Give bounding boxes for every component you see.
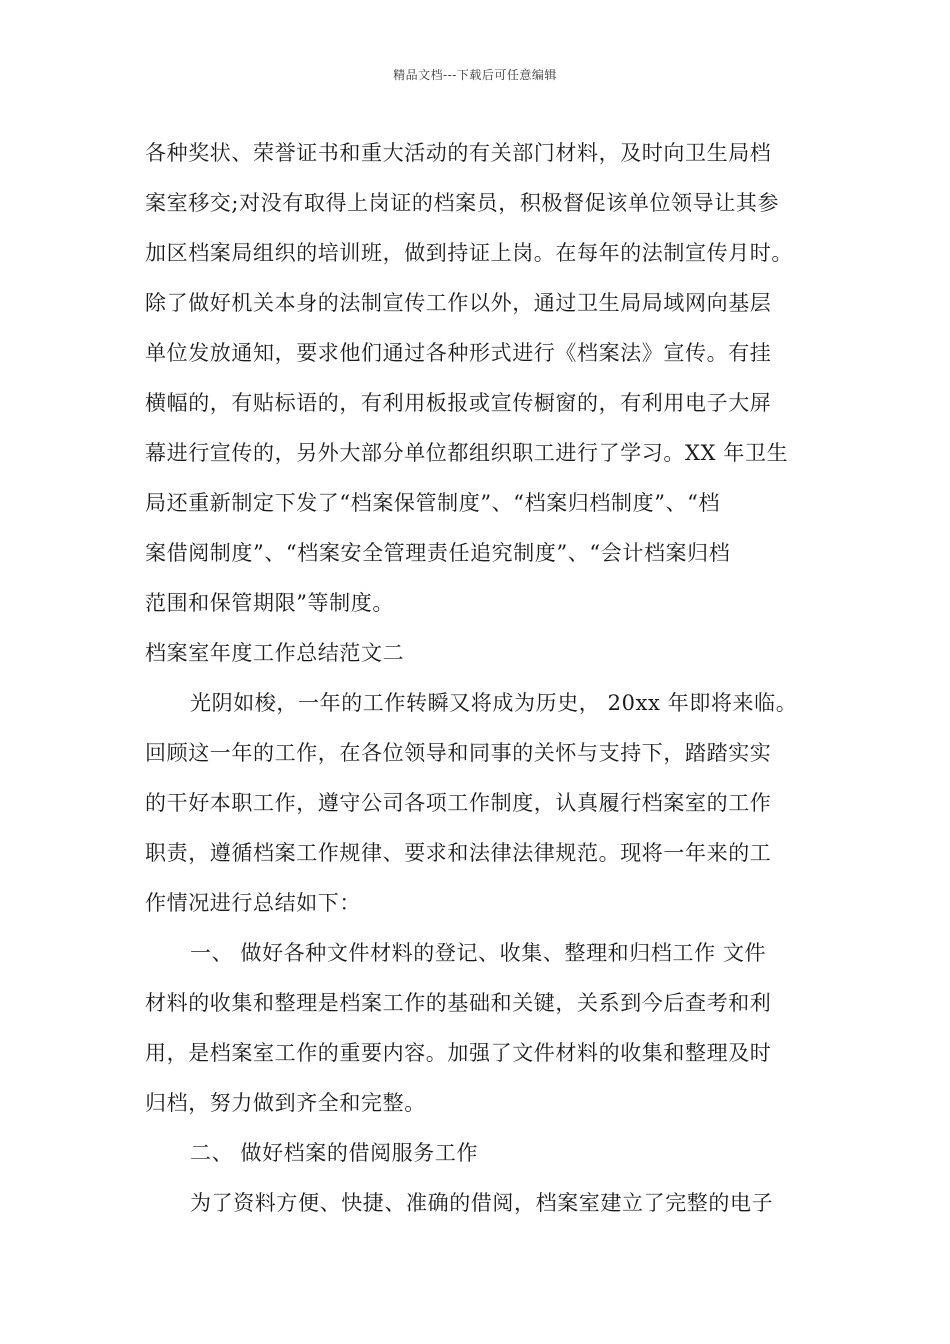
text-line: 各种奖状、荣誉证书和重大活动的有关部门材料，及时向卫生局档 bbox=[145, 141, 772, 165]
text-line: 局还重新制定下发了“档案保管制度”、“档案归档制度”、“档 bbox=[145, 491, 721, 515]
text-line: 为了资料方便、快捷、准确的借阅，档案室建立了完整的电子 bbox=[190, 1191, 774, 1215]
page-header: 精品文档---下载后可任意编辑 bbox=[393, 68, 557, 82]
text-line: 除了做好机关本身的法制宣传工作以外，通过卫生局局域网向基层 bbox=[145, 291, 772, 315]
text-line: 加区档案局组织的培训班，做到持证上岗。在每年的法制宣传月时。 bbox=[145, 241, 793, 265]
text-line: 范围和保管期限”等制度。 bbox=[145, 591, 394, 615]
text-line: 的干好本职工作，遵守公司各项工作制度，认真履行档案室的工作 bbox=[145, 791, 772, 815]
text-line: 回顾这一年的工作，在各位领导和同事的关怀与支持下，踏踏实实 bbox=[145, 741, 772, 765]
text-line: 光阴如梭，一年的工作转瞬又将成为历史， 20xx 年即将来临。 bbox=[190, 691, 798, 715]
text-line: 职责，遵循档案工作规律、要求和法律法律规范。现将一年来的工 bbox=[145, 841, 772, 865]
text-line: 横幅的，有贴标语的，有利用板报或宣传橱窗的，有利用电子大屏 bbox=[145, 391, 772, 415]
text-line: 材料的收集和整理是档案工作的基础和关键，关系到今后查考和利 bbox=[145, 991, 772, 1015]
text-line: 一、 做好各种文件材料的登记、收集、整理和归档工作 文件 bbox=[190, 941, 767, 965]
text-line: 档案室年度工作总结范文二 bbox=[145, 641, 405, 665]
text-line: 案借阅制度”、“档案安全管理责任追究制度”、“会计档案归档 bbox=[145, 541, 731, 565]
text-line: 作情况进行总结如下： bbox=[145, 891, 361, 915]
text-line: 用，是档案室工作的重要内容。加强了文件材料的收集和整理及时 bbox=[145, 1041, 772, 1065]
text-line: 幕进行宣传的，另外大部分单位都组织职工进行了学习。XX 年卫生 bbox=[145, 441, 789, 465]
text-line: 二、 做好档案的借阅服务工作 bbox=[190, 1141, 479, 1165]
text-line: 归档，努力做到齐全和完整。 bbox=[145, 1091, 426, 1115]
text-line: 案室移交;对没有取得上岗证的档案员，积极督促该单位领导让其参 bbox=[145, 191, 780, 215]
text-line: 单位发放通知，要求他们通过各种形式进行《档案法》宣传。有挂 bbox=[145, 341, 772, 365]
document-body bbox=[145, 128, 825, 1228]
